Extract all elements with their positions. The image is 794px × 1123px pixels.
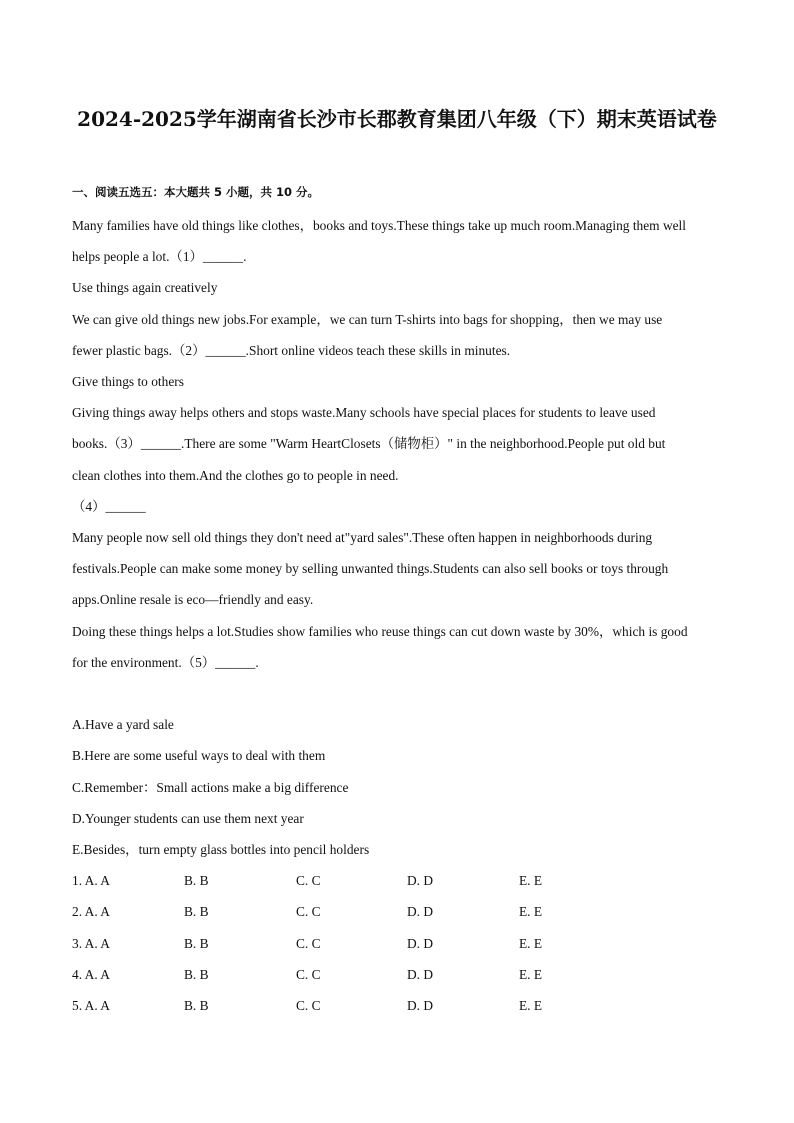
question-choice-e[interactable]: E. E <box>519 967 543 982</box>
passage-line: for the environment.（5）______. <box>72 655 259 670</box>
passage-line: clean clothes into them.And the clothes go to people in need. <box>72 468 399 483</box>
question-number: 1. <box>72 873 83 888</box>
question-row <box>72 997 632 1015</box>
question-number: 3. <box>72 936 83 951</box>
question-row <box>72 935 632 953</box>
question-choice-a[interactable] <box>72 935 110 953</box>
option-b: B.Here are some useful ways to deal with them <box>72 748 326 763</box>
choice-label: A. A <box>84 998 110 1013</box>
passage-line: Giving things away helps others and stops waste.Many schools have special places for students to leave used <box>72 405 656 420</box>
question-choice-d[interactable]: D. D <box>407 967 434 982</box>
question-choice-d[interactable]: D. D <box>407 873 434 888</box>
question-choice-a[interactable] <box>72 997 110 1015</box>
question-choice-b[interactable]: B. B <box>184 967 209 982</box>
page-title: 2024-2025学年湖南省长沙市长郡教育集团八年级（下）期末英语试卷 <box>77 107 717 131</box>
question-choice-e[interactable]: E. E <box>519 904 543 919</box>
question-choice-e[interactable]: E. E <box>519 998 543 1013</box>
passage-subheading: Give things to others <box>72 374 184 389</box>
passage-line: Doing these things helps a lot.Studies show families who reuse things can cut down waste by 30%，which is good <box>72 624 688 639</box>
passage-subheading: Use things again creatively <box>72 280 218 295</box>
question-number: 5. <box>72 998 83 1013</box>
question-number: 2. <box>72 904 83 919</box>
option-c: C.Remember：Small actions make a big difference <box>72 780 349 795</box>
question-choice-c[interactable]: C. C <box>296 904 321 919</box>
option-a: A.Have a yard sale <box>72 717 174 732</box>
section-header: 一、阅读五选五：本大题共 5 小题，共 10 分。 <box>72 185 320 199</box>
question-choice-b[interactable]: B. B <box>184 904 209 919</box>
passage-line: Many people now sell old things they don't need at"yard sales".These often happen in neighborhoods during <box>72 530 653 545</box>
question-choice-a[interactable] <box>72 903 110 921</box>
question-choice-c[interactable]: C. C <box>296 998 321 1013</box>
question-choice-e[interactable]: E. E <box>519 873 543 888</box>
passage-line: books.（3）______.There are some "Warm HeartClosets（储物柜）" in the neighborhood.People put old but <box>72 436 666 451</box>
question-choice-c[interactable]: C. C <box>296 873 321 888</box>
question-number: 4. <box>72 967 83 982</box>
passage-line: apps.Online resale is eco—friendly and easy. <box>72 592 314 607</box>
option-d: D.Younger students can use them next year <box>72 811 304 826</box>
option-e: E.Besides，turn empty glass bottles into pencil holders <box>72 842 370 857</box>
choice-label: A. A <box>84 936 110 951</box>
question-choice-d[interactable]: D. D <box>407 936 434 951</box>
passage-line: helps people a lot.（1）______. <box>72 249 247 264</box>
passage-line: fewer plastic bags.（2）______.Short online videos teach these skills in minutes. <box>72 343 511 358</box>
passage-line: We can give old things new jobs.For example，we can turn T-shirts into bags for shopping，then we may use <box>72 312 663 327</box>
question-choice-c[interactable]: C. C <box>296 967 321 982</box>
passage-blank-heading: （4）______ <box>72 499 146 514</box>
choice-label: A. A <box>84 967 110 982</box>
question-choice-d[interactable]: D. D <box>407 904 434 919</box>
question-choice-c[interactable]: C. C <box>296 936 321 951</box>
question-row <box>72 872 632 890</box>
question-row <box>72 966 632 984</box>
passage-line: Many families have old things like clothes，books and toys.These things take up much room.Managing them well <box>72 218 687 233</box>
question-choice-b[interactable]: B. B <box>184 873 209 888</box>
passage-line: festivals.People can make some money by selling unwanted things.Students can also sell books or toys through <box>72 561 669 576</box>
question-choice-b[interactable]: B. B <box>184 936 209 951</box>
question-choice-e[interactable]: E. E <box>519 936 543 951</box>
choice-label: A. A <box>84 873 110 888</box>
question-choice-a[interactable] <box>72 872 110 890</box>
question-row <box>72 903 632 921</box>
question-choice-b[interactable]: B. B <box>184 998 209 1013</box>
choice-label: A. A <box>84 904 110 919</box>
question-choice-d[interactable]: D. D <box>407 998 434 1013</box>
question-choice-a[interactable] <box>72 966 110 984</box>
